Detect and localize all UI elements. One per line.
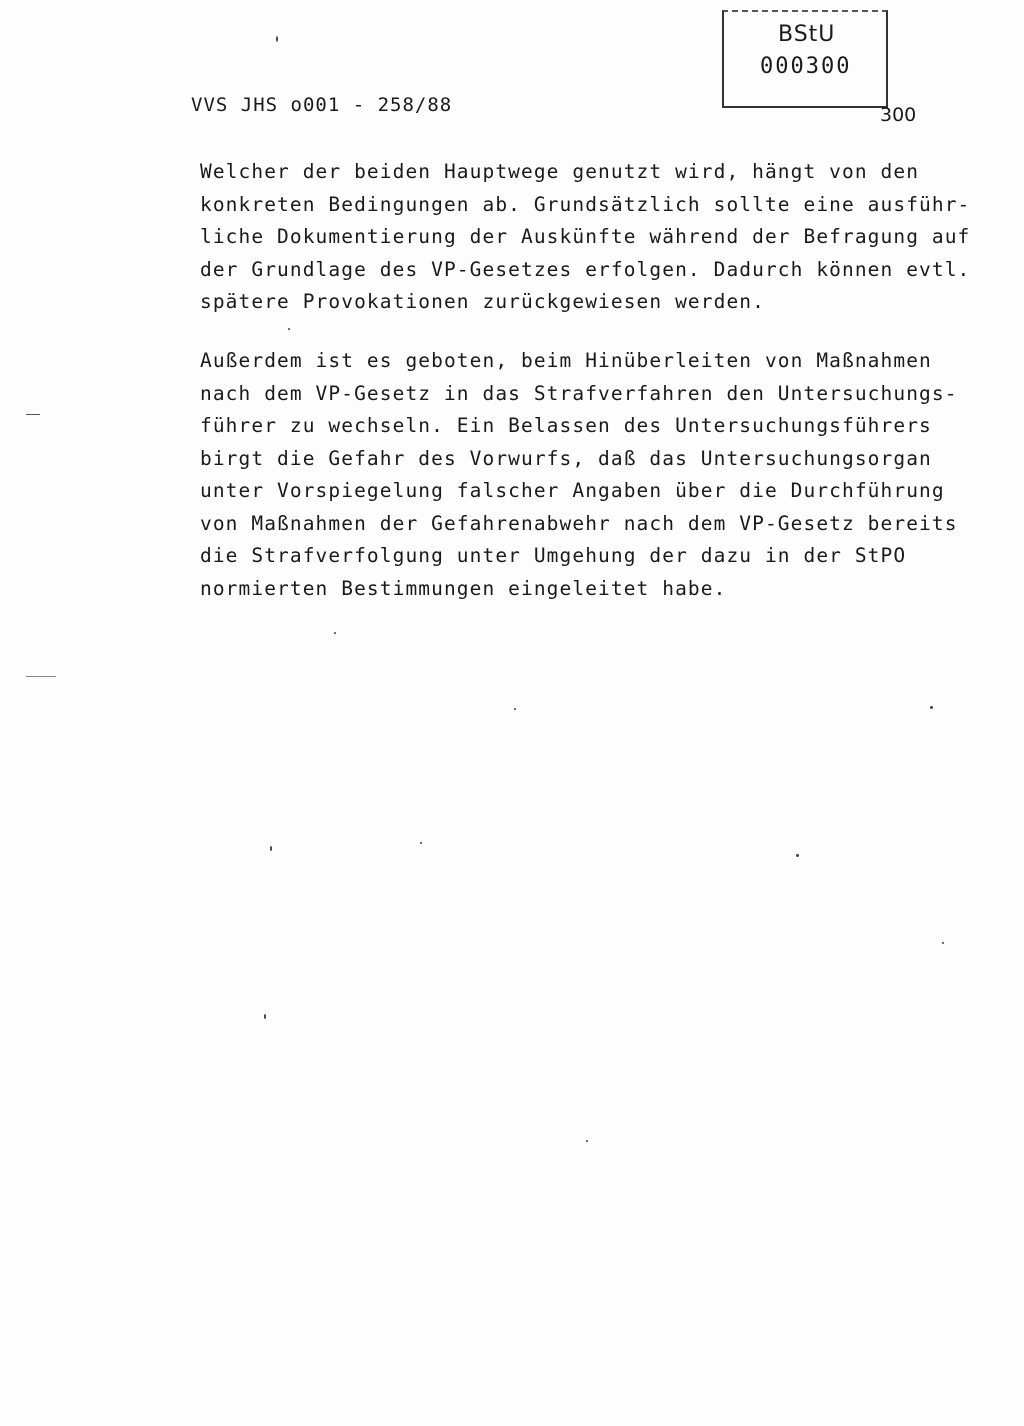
- scan-mark: [26, 676, 56, 677]
- text-line: liche Dokumentierung der Auskünfte während der Befragung auf: [200, 225, 971, 248]
- scan-speck: [420, 842, 422, 844]
- text-line: Welcher der beiden Hauptwege genutzt wird, hängt von den: [200, 160, 920, 183]
- scan-speck: [586, 1140, 588, 1142]
- text-line: unter Vorspiegelung falscher Angaben über die Durchführung: [200, 479, 945, 502]
- text-line: konkreten Bedingungen ab. Grundsätzlich sollte eine ausführ-: [200, 192, 971, 216]
- scan-speck: [270, 846, 272, 851]
- text-line: von Maßnahmen der Gefahrenabwehr nach dem VP-Gesetz bereits: [200, 511, 958, 535]
- scan-speck: [288, 328, 290, 330]
- scan-speck: [930, 706, 933, 709]
- scan-speck: [276, 36, 278, 42]
- scan-speck: [264, 1014, 266, 1019]
- text-line: der Grundlage des VP-Gesetzes erfolgen. Dadurch können evtl.: [200, 257, 971, 281]
- text-line: Außerdem ist es geboten, beim Hinüberleiten von Maßnahmen: [200, 349, 932, 372]
- scan-speck: [796, 854, 799, 857]
- text-line: birgt die Gefahr des Vorwurfs, daß das Untersuchungsorgan: [200, 446, 932, 470]
- paragraph-1: [200, 156, 970, 319]
- document-reference: VVS JHS o001 - 258/88: [191, 94, 453, 116]
- page-number: 300: [880, 104, 917, 126]
- scan-speck: [514, 708, 516, 710]
- archive-stamp: [722, 10, 888, 108]
- text-line: spätere Provokationen zurückgewiesen werden.: [200, 290, 765, 313]
- stamp-document-number: 000300: [760, 54, 852, 79]
- text-line: die Strafverfolgung unter Umgehung der dazu in der StPO: [200, 544, 907, 567]
- scan-speck: [942, 942, 944, 944]
- scan-speck: [334, 632, 336, 634]
- paragraph-2: [200, 345, 970, 605]
- scan-mark: [26, 414, 40, 415]
- text-line: normierten Bestimmungen eingeleitet habe.: [200, 576, 727, 600]
- text-line: nach dem VP-Gesetz in das Strafverfahren den Untersuchungs-: [200, 381, 958, 405]
- text-line: führer zu wechseln. Ein Belassen des Untersuchungsführers: [200, 414, 932, 437]
- stamp-agency-label: BStU: [778, 22, 836, 47]
